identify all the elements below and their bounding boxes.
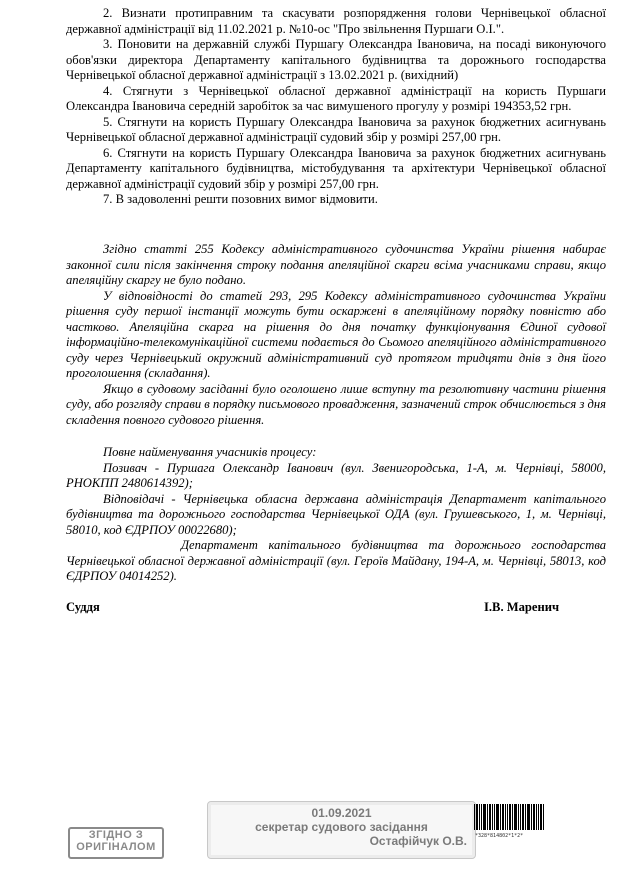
barcode-number: *328*814802*1*2* (475, 833, 524, 839)
defendant-2: Департамент капітального будівництва та дорожнього господарства Чернівецької обласної державної адміністрації (вул. Героїв Майдану, 194-А, м. Чернівці, 58013, код ЄДРПОУ 04014252). (66, 538, 606, 583)
stamp-position: секретар судового засідання (255, 820, 428, 834)
stamp-name: Остафійчук О.В. (369, 834, 467, 848)
parties-heading: Повне найменування учасників процесу: (103, 445, 317, 459)
note-effective-date: Згідно статті 255 Кодексу адміністративного судочинства України рішення набирає законної сили після закінчення строку подання апеляційної скарги всіма учасниками справи, якщо апеляційну скаргу не було подано. (66, 242, 606, 287)
defendant-1: Відповідачі - Чернівецька обласна державна адміністрація Департамент капітального будівництва та дорожнього господарства Чернівецької ОДА (вул. Грушевського, 1, м. Чернівці, 58010, код ЄДРПОУ 00022680); (66, 491, 606, 537)
item-3: 3. Поновити на державній службі Пуршагу Олександра Івановича, на посаді виконуючого обов'язки директора Департаменту капітального будівництва та дорожнього господарства Чернівецької обласної державної адміністрації з 13.02.2021 р. (вихідний) (66, 37, 606, 82)
item-2: 2. Визнати протиправним та скасувати розпорядження голови Чернівецької обласної державної адміністрації від 11.02.2021 р. №10-ос "Про звільнення Пуршаги О.І.". (66, 6, 606, 36)
note-appeal: У відповідності до статей 293, 295 Кодексу адміністративного судочинства України рішення суду першої інстанції можуть бути оскаржені в апеляційному порядку повністю або частково. Апеляційна скарга на рішення до дня початку функціонування Єдиної судової інформаційно-телекомунікаційної системи подається до Сьомого апеляційного адміністративного суду через Чернівецький окружний адміністративний суд протягом тридцяти днів з дня його проголошення (складання). (66, 288, 606, 380)
note-deadline: Якщо в судовому засіданні було оголошено лише вступну та резолютивну частини рішення суду, або розгляду справи в порядку письмового провадження, зазначений строк обчислюється з дня складення повного судового рішення. (66, 381, 606, 427)
plaintiff: Позивач - Пуршага Олександр Іванович (вул. Звенигородська, 1-А, м. Чернівці, 58000, РНОКПП 2480614392); (66, 460, 606, 490)
secretary-stamp (207, 801, 476, 859)
original-stamp-line2: ОРИГІНАЛОМ (76, 841, 156, 853)
stamp-date: 01.09.2021 (311, 806, 372, 820)
item-4: 4. Стягнути з Чернівецької обласної державної адміністрації на користь Пуршаги Олександра Івановича середній заробіток за час вимушеного прогулу у розмірі 194353,52 грн. (66, 83, 606, 113)
signature-name: І.В. Маренич (484, 600, 560, 614)
legal-notes (66, 242, 606, 428)
parties-block (66, 445, 606, 585)
barcode-image (474, 804, 544, 830)
original-stamp-line1: ЗГІДНО З (88, 829, 144, 841)
item-6: 6. Стягнути на користь Пуршагу Олександра Івановича за рахунок бюджетних асигнувань Департаменту капітального будівництва, містобудування та архітектури Чернівецької обласної державної адміністрації судовий збір у розмірі 257,00 грн. (66, 145, 606, 191)
item-5: 5. Стягнути на користь Пуршагу Олександра Івановича за рахунок бюджетних асигнувань Чернівецької обласної державної адміністрації судовий збір у розмірі 257,00 грн. (66, 114, 606, 144)
resolution-items (66, 6, 606, 208)
item-7: 7. В задоволенні решти позовних вимог відмовити. (103, 192, 378, 206)
original-copy-stamp (68, 827, 164, 859)
signature-role: Суддя (66, 600, 100, 614)
